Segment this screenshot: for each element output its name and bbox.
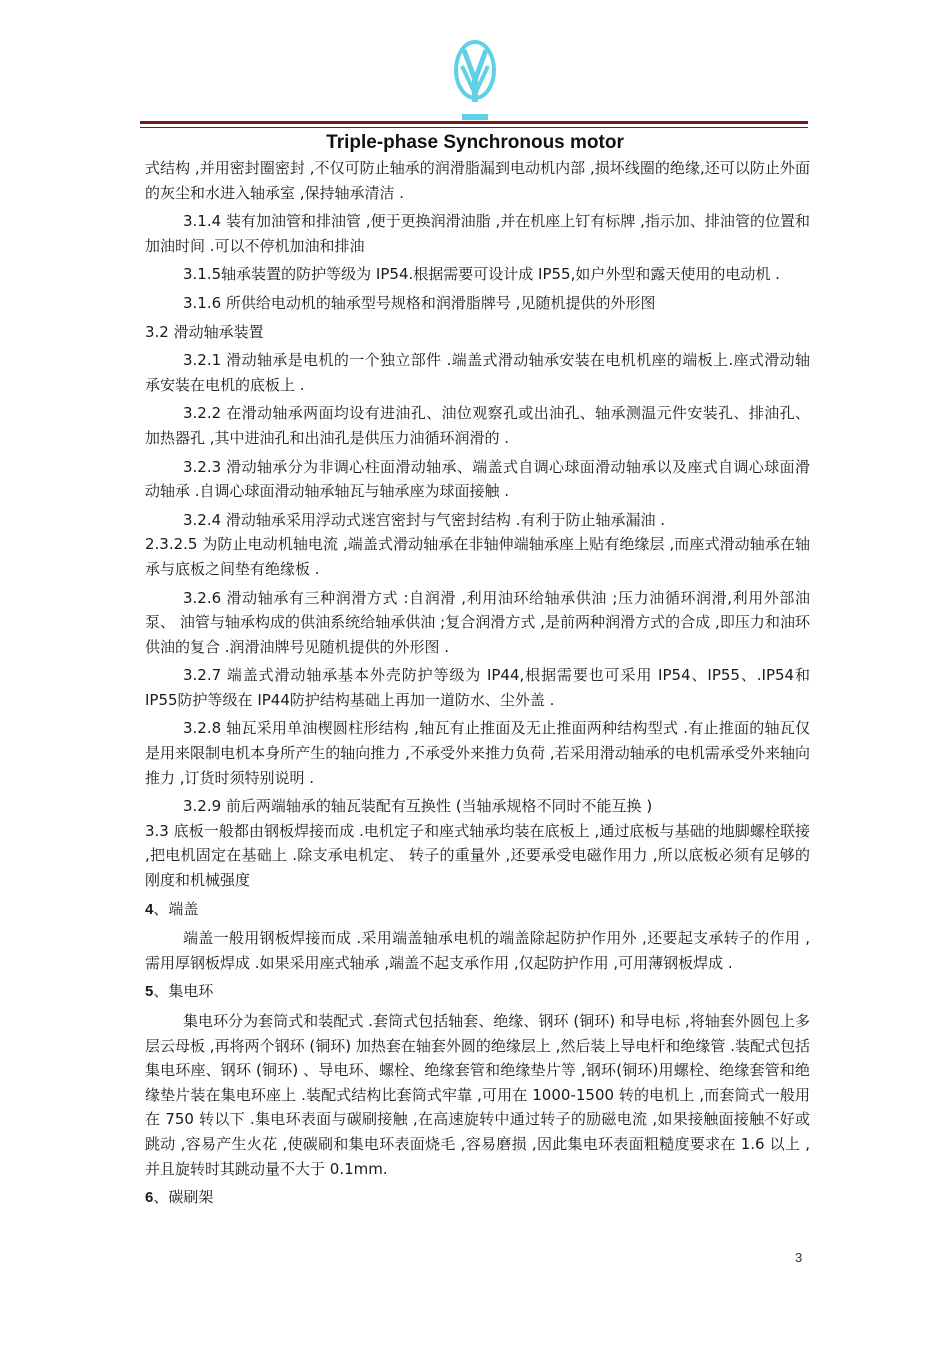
- paragraph: 端盖一般用钢板焊接而成 .采用端盖轴承电机的端盖除起防护作用外 ,还要起支承转子的作用 ,需用厚钢板焊成 .如果采用座式轴承 ,端盖不起支承作用 ,仅起防护作用 ,可用薄钢板焊成 .: [145, 929, 810, 972]
- heading-text: 、集电环: [153, 982, 214, 1001]
- paragraph: 3.2.6 滑动轴承有三种润滑方式 :自润滑 ,利用油环给轴承供油 ;压力油循环润滑,利用外部油泵、 油管与轴承构成的供油系统给轴承供油 ;复合润滑方式 ,是前两种润滑方式的合成 ,即压力和油环供油的复合 .润滑油牌号见随机提供的外形图 .: [145, 588, 810, 656]
- page-header-title: Triple-phase Synchronous motor: [326, 132, 624, 153]
- paragraph: 3.2.1 滑动轴承是电机的一个独立部件 .端盖式滑动轴承安装在电机机座的端板上.座式滑动轴承安装在电机的底板上 .: [145, 351, 810, 394]
- paragraph: 2.3.2.5 为防止电动机轴电流 ,端盖式滑动轴承在非轴伸端轴承座上贴有绝缘层 ,而座式滑动轴承在轴承与底板之间垫有绝缘板 .: [145, 535, 810, 578]
- section-heading-6: [145, 1185, 810, 1211]
- heading-number: 5: [145, 983, 154, 1001]
- paragraph: 集电环分为套筒式和装配式 .套筒式包括轴套、绝缘、钢环 (铜环) 和导电标 ,将轴套外圆包上多层云母板 ,再将两个钢环 (铜环) 加热套在轴套外圆的绝缘层上 ,然后装上导电杆和绝缘管 .装配式包括集电环座、钢环 (铜环) 、导电环、螺栓、绝缘套管和绝缘垫片等 ,钢环(铜环)用螺栓、绝缘套管和绝缘垫片装在集电环座上 .装配式结构比套筒式牢靠 ,可用在 1000-1500 转的电机上 ,而套筒式一般用在 750 转以下 .集电环表面与碳刷接触 ,在高速旋转中通过转子的励磁电流 ,如果接触面接触不好或跳动 ,容易产生火花 ,使碳刷和集电环表面烧毛 ,容易磨损 ,因此集电环表面粗糙度要求在 1.6 以上 ,并且旋转时其跳动量不大于 0.1mm.: [145, 1012, 810, 1178]
- heading-number: 4: [145, 900, 154, 918]
- paragraph: 3.1.5轴承装置的防护等级为 IP54.根据需要可设计成 IP55,如户外型和露天使用的电动机 .: [183, 265, 780, 284]
- section-heading: 3.2 滑动轴承装置: [145, 322, 264, 341]
- header-rule-thick: [140, 121, 808, 124]
- paragraph: 3.2.8 轴瓦采用单油楔圆柱形结构 ,轴瓦有止推面及无止推面两种结构型式 .有止推面的轴瓦仅是用来限制电机本身所产生的轴向推力 ,不承受外来推力负荷 ,若采用滑动轴承的电机需承受外来轴向推力 ,订货时须特别说明 .: [145, 719, 810, 787]
- page-number: 3: [795, 1250, 803, 1265]
- paragraph: 3.2.9 前后两端轴承的轴瓦装配有互换性 (当轴承规格不同时不能互换 ): [183, 797, 653, 816]
- section-heading-5: [145, 979, 810, 1005]
- heading-text: 、碳刷架: [153, 1188, 214, 1207]
- heading-number: 6: [145, 1189, 154, 1207]
- paragraph: 3.1.4 装有加油管和排油管 ,便于更换润滑油脂 ,并在机座上钉有标牌 ,指示加、排油管的位置和加油时间 .可以不停机加油和排油: [145, 212, 810, 255]
- paragraph: 式结构 ,并用密封圈密封 ,不仅可防止轴承的润滑脂漏到电动机内部 ,损坏线圈的绝缘,还可以防止外面的灰尘和水进入轴承室 ,保持轴承清洁 .: [145, 159, 810, 202]
- paragraph: 3.2.2 在滑动轴承两面均设有进油孔、油位观察孔或出油孔、轴承测温元件安装孔、排油孔、加热器孔 ,其中进油孔和出油孔是供压力油循环润滑的 .: [145, 404, 810, 447]
- company-logo: [452, 36, 498, 126]
- header-rule-thin: [140, 127, 808, 128]
- paragraph: 3.1.6 所供给电动机的轴承型号规格和润滑脂牌号 ,见随机提供的外形图: [183, 293, 656, 312]
- paragraph: 3.2.4 滑动轴承采用浮动式迷宫密封与气密封结构 .有利于防止轴承漏油 .: [183, 510, 666, 529]
- paragraph: 3.3 底板一般都由钢板焊接而成 .电机定子和座式轴承均装在底板上 ,通过底板与基础的地脚螺栓联接 ,把电机固定在基础上 .除支承电机定、 转子的重量外 ,还要承受电磁作用力 ,所以底板必须有足够的刚度和机械强度: [145, 821, 810, 890]
- paragraph: 3.2.7 端盖式滑动轴承基本外壳防护等级为 IP44,根据需要也可采用 IP54、IP55、.IP54和 IP55防护等级在 IP44防护结构基础上再加一道防水、尘外盖 .: [145, 666, 810, 709]
- document-body: [145, 156, 810, 1211]
- section-heading-4: [145, 897, 810, 923]
- paragraph: 3.2.3 滑动轴承分为非调心柱面滑动轴承、端盖式自调心球面滑动轴承以及座式自调心球面滑动轴承 .自调心球面滑动轴承轴瓦与轴承座为球面接触 .: [145, 457, 810, 501]
- heading-text: 、端盖: [153, 899, 199, 918]
